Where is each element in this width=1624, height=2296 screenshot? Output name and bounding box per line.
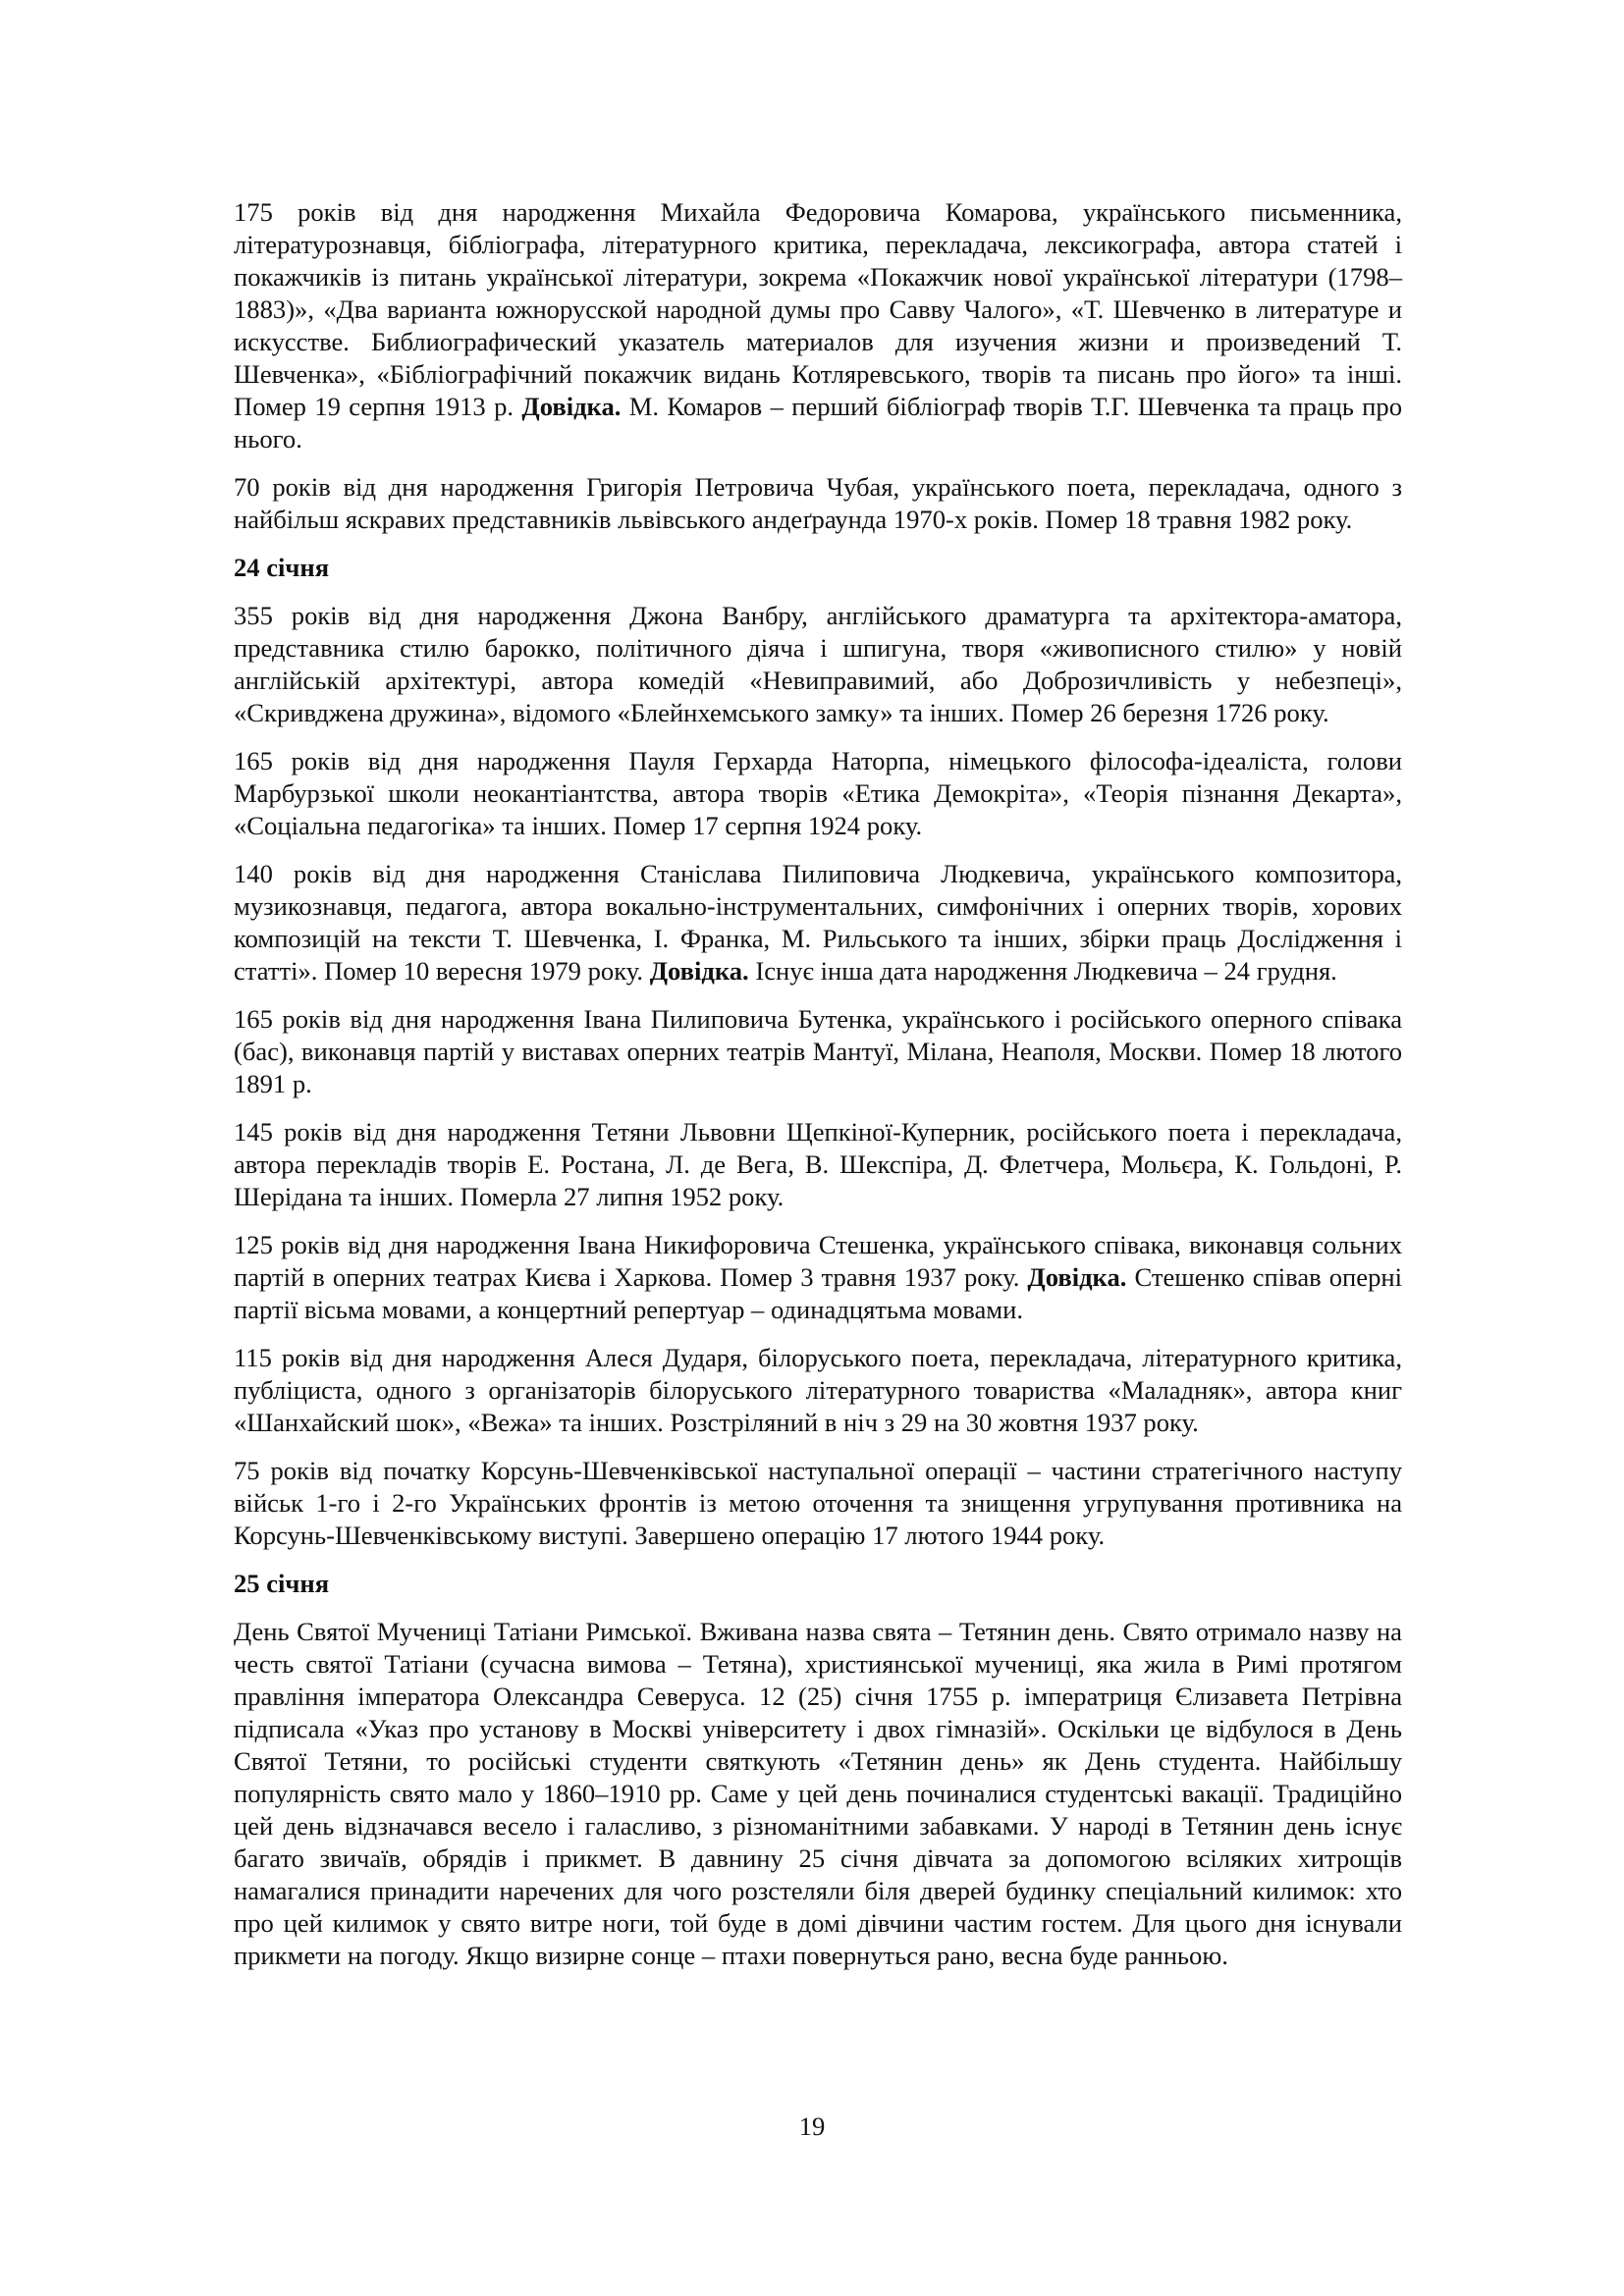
paragraph-text: 175 років від дня народження Михайла Федоровича Комарова, українського письменника, літературознавця, бібліографа, літературного критика, перекладача, лексикографа, автора статей і покажчиків із питань української літератури, зокрема «Покажчик нової української літератури (1798–1883)», «Два варианта южнорусской народной думы про Савву Чалого», «Т. Шевченко в литературе и искусстве. Библиографический указатель материалов для изучения жизни и произведений Т. Шевченка», «Бібліографічний покажчик видань Котляревського, творів та писань про його» та інші. Помер 19 серпня 1913 р. [234, 197, 1402, 421]
note-text: Стешенко співав оперні партії вісьма мовами, а концертний репертуар – одинадцятьма мовами. [234, 1262, 1402, 1324]
page-number: 19 [798, 2111, 826, 2141]
paragraph-text: 165 років від дня народження Пауля Герхарда Наторпа, німецького філософа-ідеаліста, голови Марбурзької школи неокантіантства, автора творів «Етика Демокріта», «Теорія пізнання Декарта», «Соціальна педагогіка» та інших. Помер 17 серпня 1924 року. [234, 746, 1402, 840]
paragraph-komarov [234, 196, 1402, 455]
note-label: Довідка. [1027, 1262, 1127, 1292]
paragraph-text: 70 років від дня народження Григорія Петровича Чубая, українського поета, перекладача, одного з найбільш яскравих представників львівського андеґраунда 1970-х років. Помер 18 травня 1982 року. [234, 472, 1402, 534]
paragraph-text: 125 років від дня народження Івана Никифоровича Стешенка, українського співака, виконавця сольних партій в оперних театрах Києва і Харкова. Помер 3 травня 1937 року. [234, 1230, 1402, 1292]
paragraph-butenko [234, 1003, 1402, 1100]
date-heading-jan-25: 25 січня [234, 1569, 330, 1598]
paragraph-text: 145 років від дня народження Тетяни Львовни Щепкіної-Куперник, російського поета і перекладача, автора перекладів творів Е. Ростана, Л. де Вега, В. Шекспіра, Д. Флетчера, Мольєра, К. Гольдоні, Р. Шерідана та інших. Померла 27 липня 1952 року. [234, 1117, 1402, 1211]
paragraph-shchepkina-kupernik [234, 1116, 1402, 1213]
paragraph-vanbrugh [234, 600, 1402, 729]
note-text: Існує інша дата народження Людкевича – 24 грудня. [755, 956, 1337, 986]
paragraph-liudkevych [234, 858, 1402, 988]
note-label: Довідка. [649, 956, 749, 986]
paragraph-chubai [234, 471, 1402, 536]
paragraph-steshenko [234, 1229, 1402, 1326]
document-page [234, 196, 1402, 1988]
paragraph-text: 140 років від дня народження Станіслава Пилиповича Людкевича, українського композитора, музикознавця, педагога, автора вокально-інструментальних, симфонічних і оперних творів, хорових композицій на тексти Т. Шевченка, І. Франка, М. Рильського та інших, збірки праць Дослідження і статті». Помер 10 вересня 1979 року. [234, 859, 1402, 986]
paragraph-korsun-operation [234, 1455, 1402, 1552]
paragraph-text: День Святої Мучениці Татіани Римської. Вживана назва свята – Тетянин день. Свято отримало назву на честь святої Татіани (сучасна вимова – Тетяна), християнської мучениці, яка жила в Римі протягом правління імператора Олександра Северуса. 12 (25) січня 1755 р. імператриця Єлизавета Петрівна підписала «Указ про установу в Москві університету і двох гімназій». Оскільки це відбулося в День Святої Тетяни, то російські студенти святкують «Тетянин день» як День студента. Найбільшу популярність свято мало у 1860–1910 рр. Саме у цей день починалися студентські вакації. Традиційно цей день відзначався весело і галасливо, з різноманітними забавками. У народі в Тетянин день існує багато звичаїв, обрядів і прикмет. В давнину 25 січня дівчата за допомогою всіляких хитрощів намагалися принадити наречених для чого розстеляли біля дверей будинку спеціальний килимок: хто про цей килимок у свято витре ноги, той буде в домі дівчини частим гостем. Для цього дня існували прикмети на погоду. Якщо визирне сонце – птахи повернуться рано, весна буде ранньою. [234, 1617, 1402, 1970]
paragraph-text: 355 років від дня народження Джона Ванбру, англійського драматурга та архітектора-аматора, представника стилю бароккo, політичного діяча і шпигуна, творя «живописного стилю» у новій англійській архітектурі, автора комедій «Невиправимий, або Доброзичливість у небезпеці», «Скривджена дружина», відомого «Блейнхемського замку» та інших. Помер 26 березня 1726 року. [234, 601, 1402, 727]
paragraph-text: 115 років від дня народження Алеся Дударя, білоруського поета, перекладача, літературного критика, публіциста, одного з організаторів білоруського літературного товариства «Маладняк», автора книг «Шанхайский шок», «Вежа» та інших. Розстріляний в ніч з 29 на 30 жовтня 1937 року. [234, 1343, 1402, 1437]
note-text: М. Комаров – перший бібліограф творів Т.Г. Шевченка та праць про нього. [234, 392, 1403, 454]
paragraph-text: 75 років від початку Корсунь-Шевченківської наступальної операції – частини стратегічного наступу військ 1-го і 2-го Українських фронтів із метою оточення та знищення угрупування противника на Корсунь-Шевченківському виступі. Завершено операцію 17 лютого 1944 року. [234, 1456, 1402, 1550]
paragraph-natorp [234, 745, 1402, 842]
paragraph-dudar [234, 1342, 1402, 1439]
note-label: Довідка. [521, 392, 622, 421]
paragraph-text: 165 років від дня народження Івана Пилиповича Бутенка, українського і російського оперного співака (бас), виконавця партій у виставах оперних театрів Мантуї, Мілана, Неаполя, Москви. Помер 18 лютого 1891 р. [234, 1004, 1402, 1098]
paragraph-tatiana-day [234, 1616, 1402, 1972]
date-heading-jan-24: 24 січня [234, 553, 330, 582]
